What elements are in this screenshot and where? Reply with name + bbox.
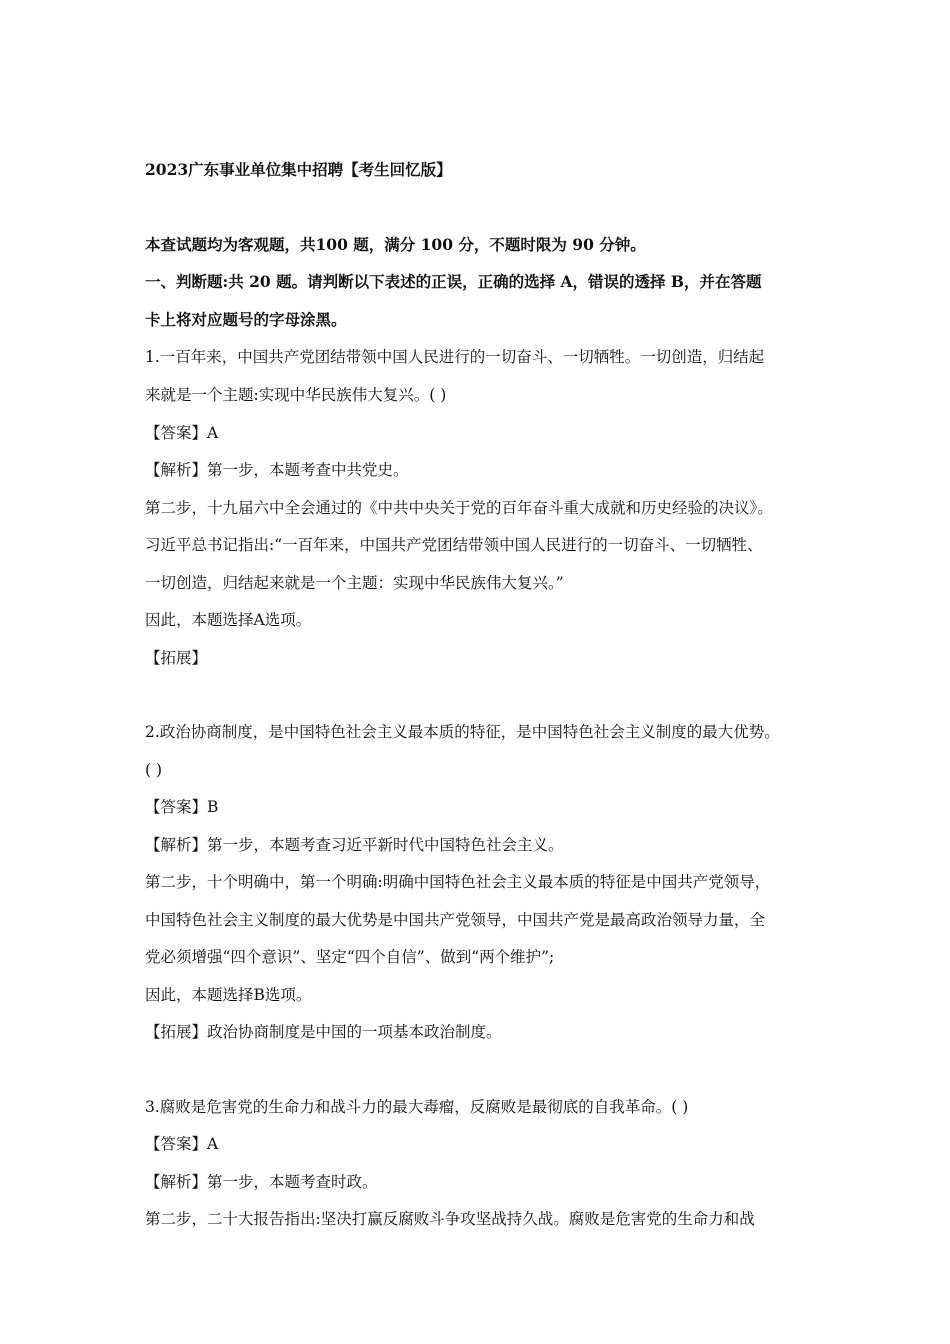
question-3-analysis: 【解析】第一步，本题考查时政。 [145, 1173, 378, 1191]
question-2-step2-line-3: 党必须增强“四个意识”、坚定“四个自信”、做到“两个维护”; [145, 948, 555, 966]
question-1-conclusion: 因此，本题选择A选项。 [145, 611, 312, 629]
question-2-conclusion: 因此，本题选择B选项。 [145, 986, 312, 1004]
question-3-text-line-1: 3.腐败是危害党的生命力和战斗力的最大毒瘤，反腐败是最彻底的自我革命。( ) [145, 1098, 689, 1116]
question-1-text-line-2: 来就是一个主题:实现中华民族伟大复兴。( ) [145, 386, 447, 404]
question-1-analysis: 【解析】第一步，本题考查中共党史。 [145, 461, 409, 479]
question-2-extension: 【拓展】政治协商制度是中国的一项基本政治制度。 [145, 1023, 502, 1041]
question-1-step2-line-3: 一切创造，归结起来就是一个主题：实现中华民族伟大复兴。” [145, 574, 564, 592]
question-2-step2-line-1: 第二步，十个明确中，第一个明确:明确中国特色社会主义最本质的特征是中国共产党领导， [145, 873, 771, 891]
question-1-extension: 【拓展】 [145, 649, 208, 667]
question-3-step2-line-1: 第二步，二十大报告指出:坚决打赢反腐败斗争攻坚战持久战。腐败是危害党的生命力和战 [145, 1210, 755, 1228]
question-2-step2-line-2: 中国特色社会主义制度的最大优势是中国共产党领导，中国共产党是最高政治领导力量，全 [145, 911, 766, 929]
section-heading-line-1: 一、判断题:共 20 题。请判断以下表述的正误，正确的选择 A，错误的透择 B，并在答题 [145, 272, 762, 291]
question-2-text-line-2: ( ) [145, 761, 163, 779]
document-title: 2023广东事业单位集中招聘【考生回忆版】 [145, 160, 452, 179]
question-2-text-line-1: 2.政治协商制度，是中国特色社会主义最本质的特征，是中国特色社会主义制度的最大优势。 [145, 723, 780, 741]
question-1-step2-line-2: 习近平总书记指出:“一百年来，中国共产党团结带领中国人民进行的一切奋斗、一切牺牲、 [145, 536, 763, 554]
exam-intro: 本查试题均为客观题，共100 题，满分 100 分，不题时限为 90 分钟。 [145, 235, 646, 254]
question-3-answer: 【答案】A [145, 1135, 219, 1153]
question-2-analysis: 【解析】第一步，本题考查习近平新时代中国特色社会主义。 [145, 836, 564, 854]
question-1-step2-line-1: 第二步，十九届六中全会通过的《中共中央关于党的百年奋斗重大成就和历史经验的决议》。 [145, 499, 773, 517]
question-1-text-line-1: 1.一百年来，中国共产党团结带领中国人民进行的一切奋斗、一切牺牲。一切创造，归结起 [145, 348, 765, 366]
section-heading-line-2: 卡上将对应题号的字母涂黑。 [145, 310, 347, 329]
question-2-answer: 【答案】B [145, 798, 219, 816]
question-1-answer: 【答案】A [145, 424, 219, 442]
